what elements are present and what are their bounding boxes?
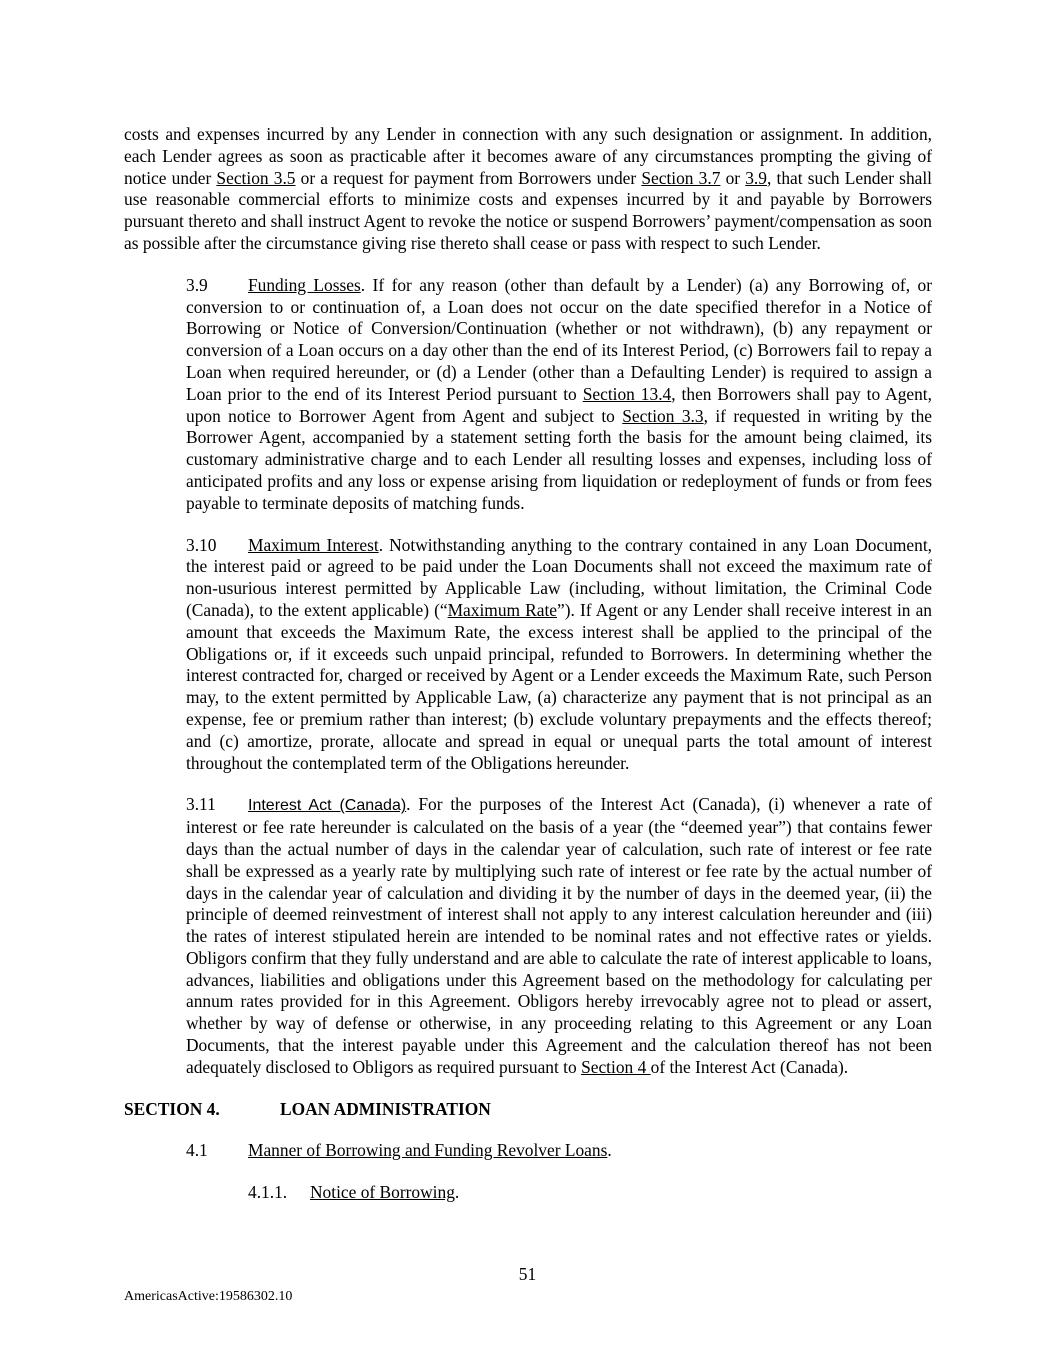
text-run: or a request for payment from Borrowers under: [295, 167, 642, 188]
section-number: 3.10: [186, 534, 217, 555]
page-number: 51: [518, 1264, 537, 1284]
text-run: , that such Lender shall use reasonable commercial efforts to minimize costs and expenses incurred by it and payable by Borrowers pursuant thereto and shall instruct Agent to revoke the notice or suspend Borrowers’ payment/compensation as soon as possible after the circumstance giving rise thereto shall cease or pass with respect to such Lender.: [124, 167, 933, 253]
cross-reference-link[interactable]: Section 3.3: [622, 405, 704, 426]
paragraph-continuation: [124, 124, 932, 255]
cross-reference-link[interactable]: Section 3.5: [216, 167, 296, 188]
text-run: , if requested in writing by the Borrower Agent, accompanied by a statement setting forth the basis for the amount being claimed, its customary administrative charge and to each Lender all resulting losses and expenses, including loss of anticipated profits and any loss or expense arising from liquidation or redeployment of funds or from fees payable to terminate deposits of matching funds.: [186, 405, 933, 513]
section-number: SECTION 4.: [124, 1098, 220, 1119]
section-4-heading: [124, 1099, 932, 1121]
text-run: or: [720, 167, 746, 188]
cross-reference-link[interactable]: Section 4: [581, 1056, 651, 1077]
section-heading: Notice of Borrowing: [310, 1182, 455, 1203]
section-4-1-heading: [124, 1140, 932, 1162]
section-title: LOAN ADMINISTRATION: [280, 1098, 491, 1119]
section-number: 4.1.1.: [248, 1182, 288, 1203]
section-number: 4.1: [186, 1140, 208, 1161]
defined-term: Maximum Rate: [447, 599, 558, 620]
section-heading: Maximum Interest: [248, 534, 379, 555]
text-run: of the Interest Act (Canada).: [650, 1056, 849, 1077]
document-id: AmericasActive:19586302.10: [124, 1289, 293, 1304]
cross-reference-link[interactable]: Section 3.7: [641, 167, 721, 188]
cross-reference-link[interactable]: 3.9: [745, 167, 767, 188]
section-3-10-paragraph: [124, 535, 932, 775]
text-run: . Notwithstanding anything to the contrary contained in any Loan Document, the interest paid or agreed to be paid under the Loan Documents shall not exceed the maximum rate of non-usurious interest permitted by Applicable Law (including, without limitation, the Criminal Code (Canada), to the extent applicable) (“: [186, 534, 933, 620]
section-3-9-paragraph: [124, 275, 932, 515]
section-heading: Manner of Borrowing and Funding Revolver Loans: [248, 1140, 608, 1161]
text-run: , then Borrowers shall pay to Agent, upon notice to Borrower Agent from Agent and subject to: [186, 383, 932, 426]
section-3-11-paragraph: [124, 794, 932, 1078]
text-run: .: [607, 1140, 612, 1161]
section-heading: Interest Act (Canada): [248, 797, 407, 815]
text-run: . If for any reason (other than default by a Lender) (a) any Borrowing of, or conversion to or continuation of, a Loan does not occur on the date specified therefor in a Notice of Borrowing or Notice of Conversion/Continuation (whether or not withdrawn), (b) any repayment or conversion of a Loan occurs on a day other than the end of its Interest Period, (c) Borrowers fail to repay a Loan when required hereunder, or (d) a Lender (other than a Defaulting Lender) is required to assign a Loan prior to the end of its Interest Period pursuant to: [186, 274, 932, 404]
text-run: . For the purposes of the Interest Act (Canada), (i) whenever a rate of interest or fee rate hereunder is calculated on the basis of a year (the “deemed year”) that contains fewer days than the actual number of days in the calendar year of calculation, such rate of interest or fee rate shall be expressed as a yearly rate by multiplying such rate of interest or fee rate by the actual number of days in the calendar year of calculation and dividing it by the number of days in the deemed year, (ii) the principle of deemed reinvestment of interest shall not apply to any interest calculation hereunder and (iii) the rates of interest stipulated herein are intended to be nominal rates and not effective rates or yields. Obligors confirm that they fully understand and are able to calculate the rate of interest applicable to loans, advances, liabilities and obligations under this Agreement based on the methodology for calculating per annum rates provided for in this Agreement. Obligors hereby irrevocably agree not to plead or assert, whether by way of defense or otherwise, in any proceeding relating to this Agreement or any Loan Documents, that the interest payable under this Agreement and the calculation thereof has not been adequately disclosed to Obligors as required pursuant to: [186, 794, 932, 1077]
section-number: 3.11: [186, 794, 216, 815]
text-run: .: [454, 1182, 460, 1203]
text-run: costs and expenses incurred by any Lender in connection with any such designation or assignment. In addition, each Lender agrees as soon as practicable after it becomes aware of any circumstances prompting the giving of notice under: [124, 124, 932, 188]
document-page: [124, 124, 932, 1204]
section-number: 3.9: [186, 274, 208, 295]
section-heading: Funding Losses: [248, 274, 361, 295]
section-4-1-1-heading: [124, 1182, 932, 1204]
text-run: ”). If Agent or any Lender shall receive interest in an amount that exceeds the Maximum Rate, the excess interest shall be applied to the principal of the Obligations or, if it exceeds such unpaid principal, refunded to Borrowers. In determining whether the interest contracted for, charged or received by Agent or a Lender exceeds the Maximum Rate, such Person may, to the extent permitted by Applicable Law, (a) characterize any payment that is not principal as an expense, fee or premium rather than interest; (b) exclude voluntary prepayments and the effects thereof; and (c) amortize, prorate, allocate and spread in equal or unequal parts the total amount of interest throughout the contemplated term of the Obligations hereunder.: [186, 599, 932, 773]
cross-reference-link[interactable]: Section 13.4: [582, 383, 672, 404]
